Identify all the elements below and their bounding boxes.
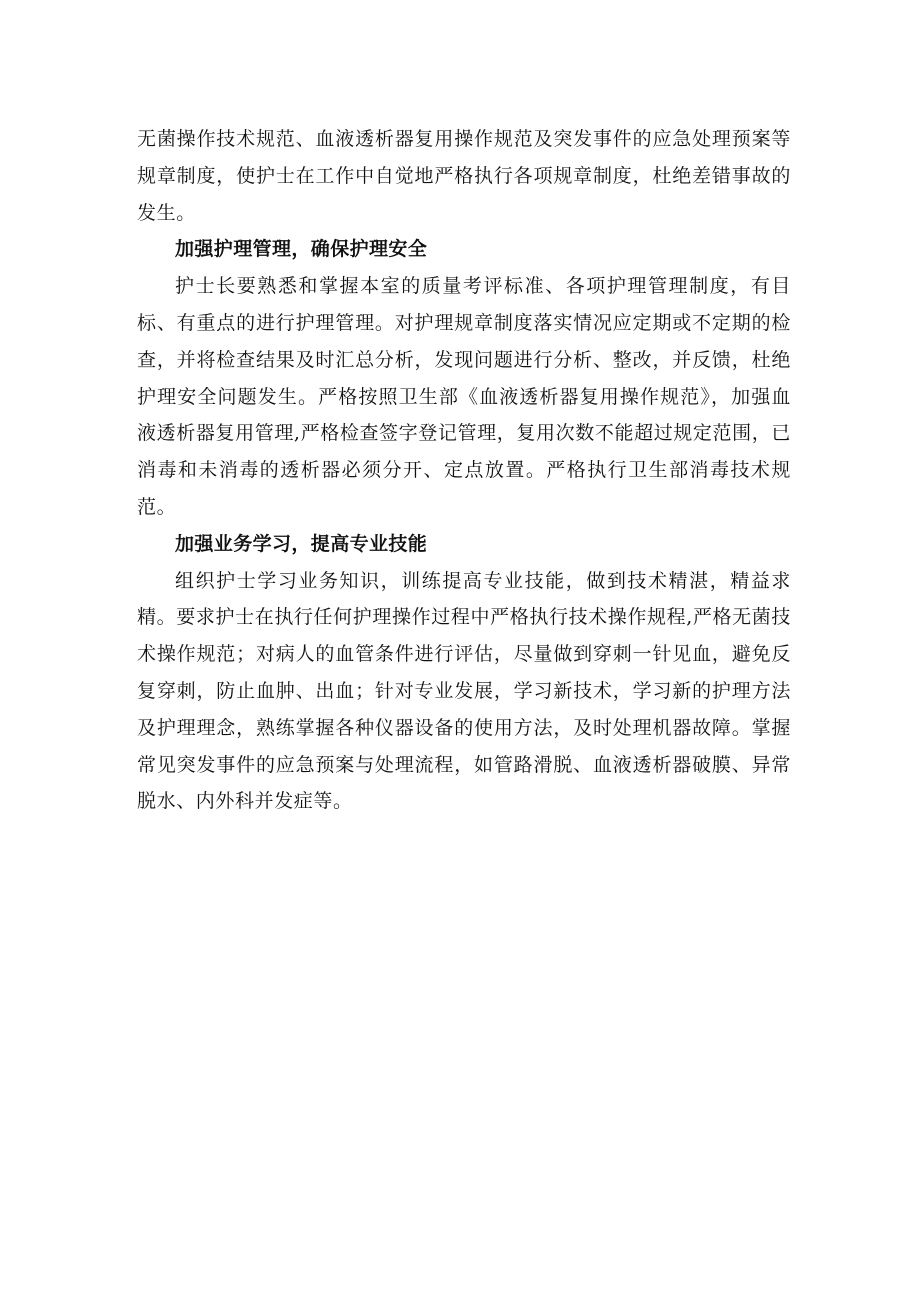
section-heading-professional-skills: 加强业务学习，提高专业技能 <box>175 532 428 555</box>
paragraph-continued: 无菌操作技术规范、血液透析器复用操作规范及突发事件的应急处理预案等规章制度，使护士在工作中自觉地严格执行各项规章制度，杜绝差错事故的发生。 <box>137 128 791 224</box>
paragraph-professional-skills: 组织护士学习业务知识，训练提高专业技能，做到技术精湛，精益求精。要求护士在执行任何护理操作过程中严格执行技术操作规程,严格无菌技术操作规范；对病人的血管条件进行评估，尽量做到穿刺一针见血，避免反复穿刺，防止血肿、出血；针对专业发展，学习新技术，学习新的护理方法及护理理念，熟练掌握各种仪器设备的使用方法，及时处理机器故障。掌握常见突发事件的应急预案与处理流程，如管路滑脱、血液透析器破膜、异常脱水、内外科并发症等。 <box>137 569 791 813</box>
document-body <box>137 121 791 820</box>
section-heading-nursing-management: 加强护理管理，确保护理安全 <box>175 238 428 261</box>
paragraph-nursing-management: 护士长要熟悉和掌握本室的质量考评标准、各项护理管理制度，有目标、有重点的进行护理管理。对护理规章制度落实情况应定期或不定期的检查，并将检查结果及时汇总分析，发现问题进行分析、整改，并反馈，杜绝护理安全问题发生。严格按照卫生部《血液透析器复用操作规范》，加强血液透析器复用管理,严格检查签字登记管理，复用次数不能超过规定范围，已消毒和未消毒的透析器必须分开、定点放置。严格执行卫生部消毒技术规范。 <box>137 275 791 518</box>
